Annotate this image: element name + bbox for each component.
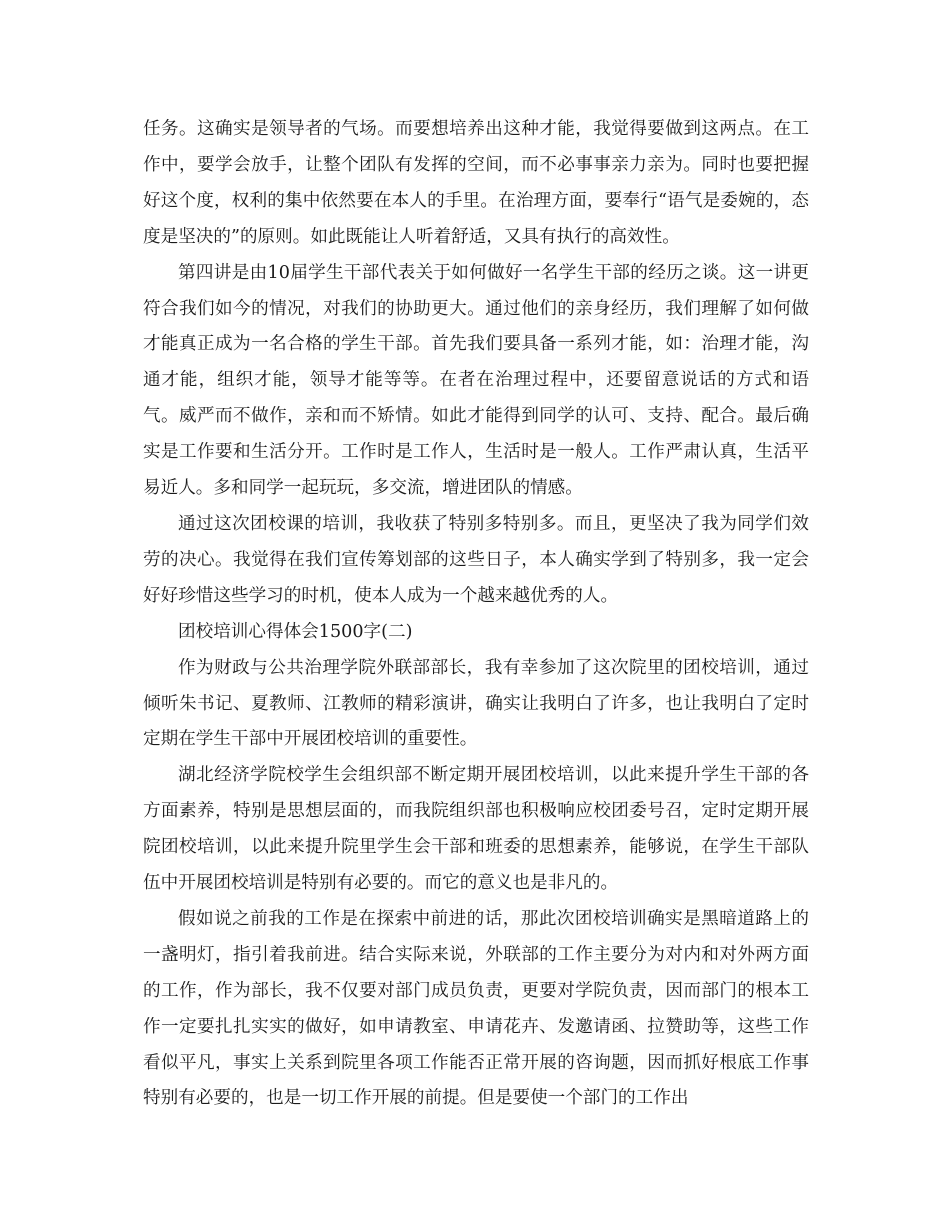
paragraph: 第四讲是由10届学生干部代表关于如何做好一名学生干部的经历之谈。这一讲更符合我们如今的情况，对我们的协助更大。通过他们的亲身经历，我们理解了如何做才能真正成为一名合格的学生干部。首先我们要具备一系列才能，如：治理才能，沟通才能，组织才能，领导才能等等。在者在治理过程中，还要留意说话的方式和语气。威严而不做作，亲和而不矫情。如此才能得到同学的认可、支持、配合。最后确实是工作要和生活分开。工作时是工作人，生活时是一般人。工作严肃认真，生活平易近人。多和同学一起玩玩，多交流，增进团队的情感。 bbox=[143, 262, 809, 499]
paragraph: 任务。这确实是领导者的气场。而要想培养出这种才能，我觉得要做到这两点。在工作中，要学会放手，让整个团队有发挥的空间，而不必事事亲力亲为。同时也要把握好这个度，权利的集中依然要在本人的手里。在治理方面，要奉行“语气是委婉的，态度是坚决的”的原则。如此既能让人听着舒适，又具有执行的高效性。 bbox=[143, 119, 809, 247]
document-body bbox=[143, 112, 809, 1117]
paragraph: 通过这次团校课的培训，我收获了特别多特别多。而且，更坚决了我为同学们效劳的决心。我觉得在我们宣传筹划部的这些日子，本人确实学到了特别多，我一定会好好珍惜这些学习的时机，使本人成为一个越来越优秀的人。 bbox=[143, 513, 809, 606]
paragraph: 湖北经济学院校学生会组织部不断定期开展团校培训，以此来提升学生干部的各方面素养，特别是思想层面的，而我院组织部也积极响应校团委号召，定时定期开展院团校培训，以此来提升院里学生会干部和班委的思想素养，能够说，在学生干部队伍中开展团校培训是特别有必要的。而它的意义也是非凡的。 bbox=[143, 765, 809, 894]
paragraph: 作为财政与公共治理学院外联部部长，我有幸参加了这次院里的团校培训，通过倾听朱书记、夏教师、江教师的精彩演讲，确实让我明白了许多，也让我明白了定时定期在学生干部中开展团校培训的重要性。 bbox=[143, 657, 809, 750]
section-heading: 团校培训心得体会1500字(二) bbox=[178, 621, 413, 642]
paragraph: 假如说之前我的工作是在探索中前进的话，那此次团校培训确实是黑暗道路上的一盏明灯，指引着我前进。结合实际来说，外联部的工作主要分为对内和对外两方面的工作，作为部长，我不仅要对部门成员负责，更要对学院负责，因而部门的根本工作一定要扎扎实实的做好，如申请教室、申请花卉、发邀请函、拉赞助等，这些工作看似平凡，事实上关系到院里各项工作能否正常开展的咨询题，因而抓好根底工作事特别有必要的，也是一切工作开展的前提。但是要使一个部门的工作出 bbox=[143, 908, 809, 1109]
